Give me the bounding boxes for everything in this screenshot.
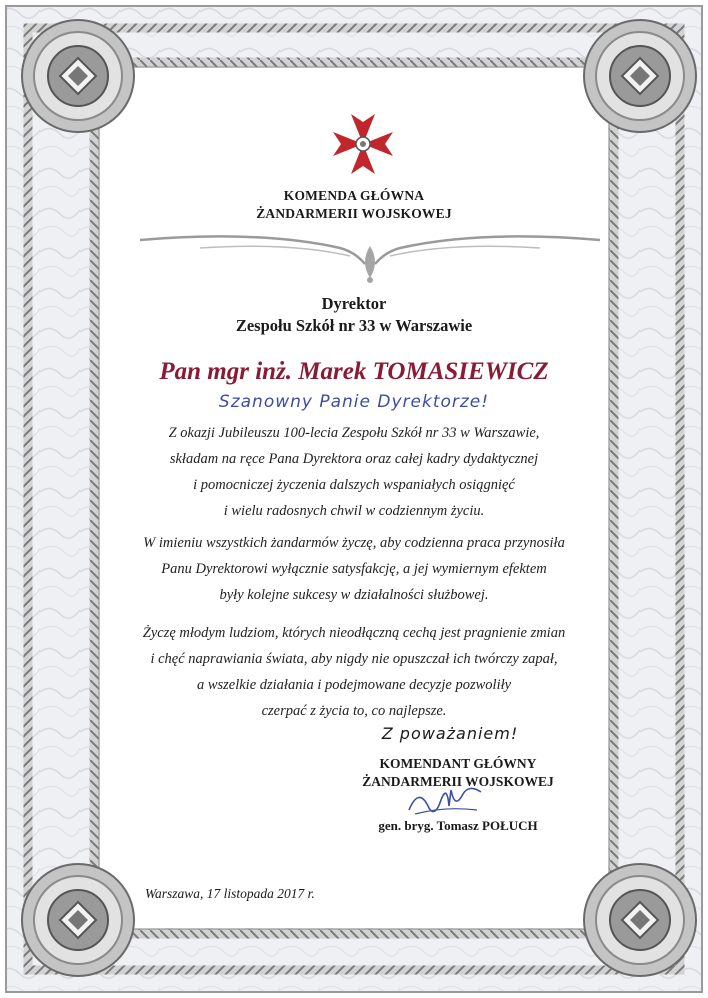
- swash-ornament: [140, 226, 600, 286]
- signatory-line-2: ŻANDARMERII WOJSKOWEJ: [362, 774, 554, 789]
- recipient-title: Dyrektor: [321, 294, 387, 313]
- place-date: Warszawa, 17 listopada 2017 r.: [145, 886, 315, 901]
- handwritten-closing: Z poważaniem!: [381, 724, 519, 743]
- body-line: składam na ręce Pana Dyrektora oraz całej kadry dydaktycznej: [169, 451, 539, 467]
- corner-ornament-br: [584, 864, 696, 976]
- corner-ornament-bl: [22, 864, 134, 976]
- body-line: Z okazji Jubileuszu 100-lecia Zespołu Szkół nr 33 w Warszawie,: [168, 425, 540, 441]
- body-line: Panu Dyrektorowi wyłącznie satysfakcję, a jej wymiernym efektem: [161, 561, 547, 577]
- header-line-1: KOMENDA GŁÓWNA: [283, 188, 425, 203]
- body-line: czerpać z życia to, co najlepsze.: [261, 703, 447, 719]
- handwritten-greeting: Szanowny Panie Dyrektorze!: [218, 392, 490, 412]
- body-line: i chęć naprawiania świata, aby nigdy nie opuszczał ich twórczy zapał,: [150, 651, 558, 667]
- body-line: były kolejne sukcesy w działalności służbowej.: [219, 587, 489, 603]
- body-line: i wielu radosnych chwil w codziennym życiu.: [223, 503, 485, 519]
- header-line-2: ŻANDARMERII WOJSKOWEJ: [256, 206, 452, 221]
- body-line: i pomocniczej życzenia dalszych wspaniałych osiągnięć: [193, 477, 515, 493]
- military-police-cross-icon: [329, 110, 397, 178]
- body-line: a wszelkie działania i podejmowane decyzje pozwoliły: [196, 677, 512, 693]
- corner-ornament-tl: [22, 20, 134, 132]
- handwritten-signature: [405, 780, 485, 820]
- corner-ornament-tr: [584, 20, 696, 132]
- body-line: Życzę młodym ludziom, których nieodłączną cechą jest pragnienie zmian: [142, 625, 566, 641]
- body-line: W imieniu wszystkich żandarmów życzę, aby codzienna praca przynosiła: [143, 535, 565, 551]
- recipient-name: Pan mgr inż. Marek TOMASIEWICZ: [159, 358, 549, 385]
- signatory-name: gen. bryg. Tomasz POŁUCH: [378, 818, 538, 833]
- recipient-school: Zespołu Szkół nr 33 w Warszawie: [235, 316, 473, 335]
- signatory-line-1: KOMENDANT GŁÓWNY: [379, 756, 537, 771]
